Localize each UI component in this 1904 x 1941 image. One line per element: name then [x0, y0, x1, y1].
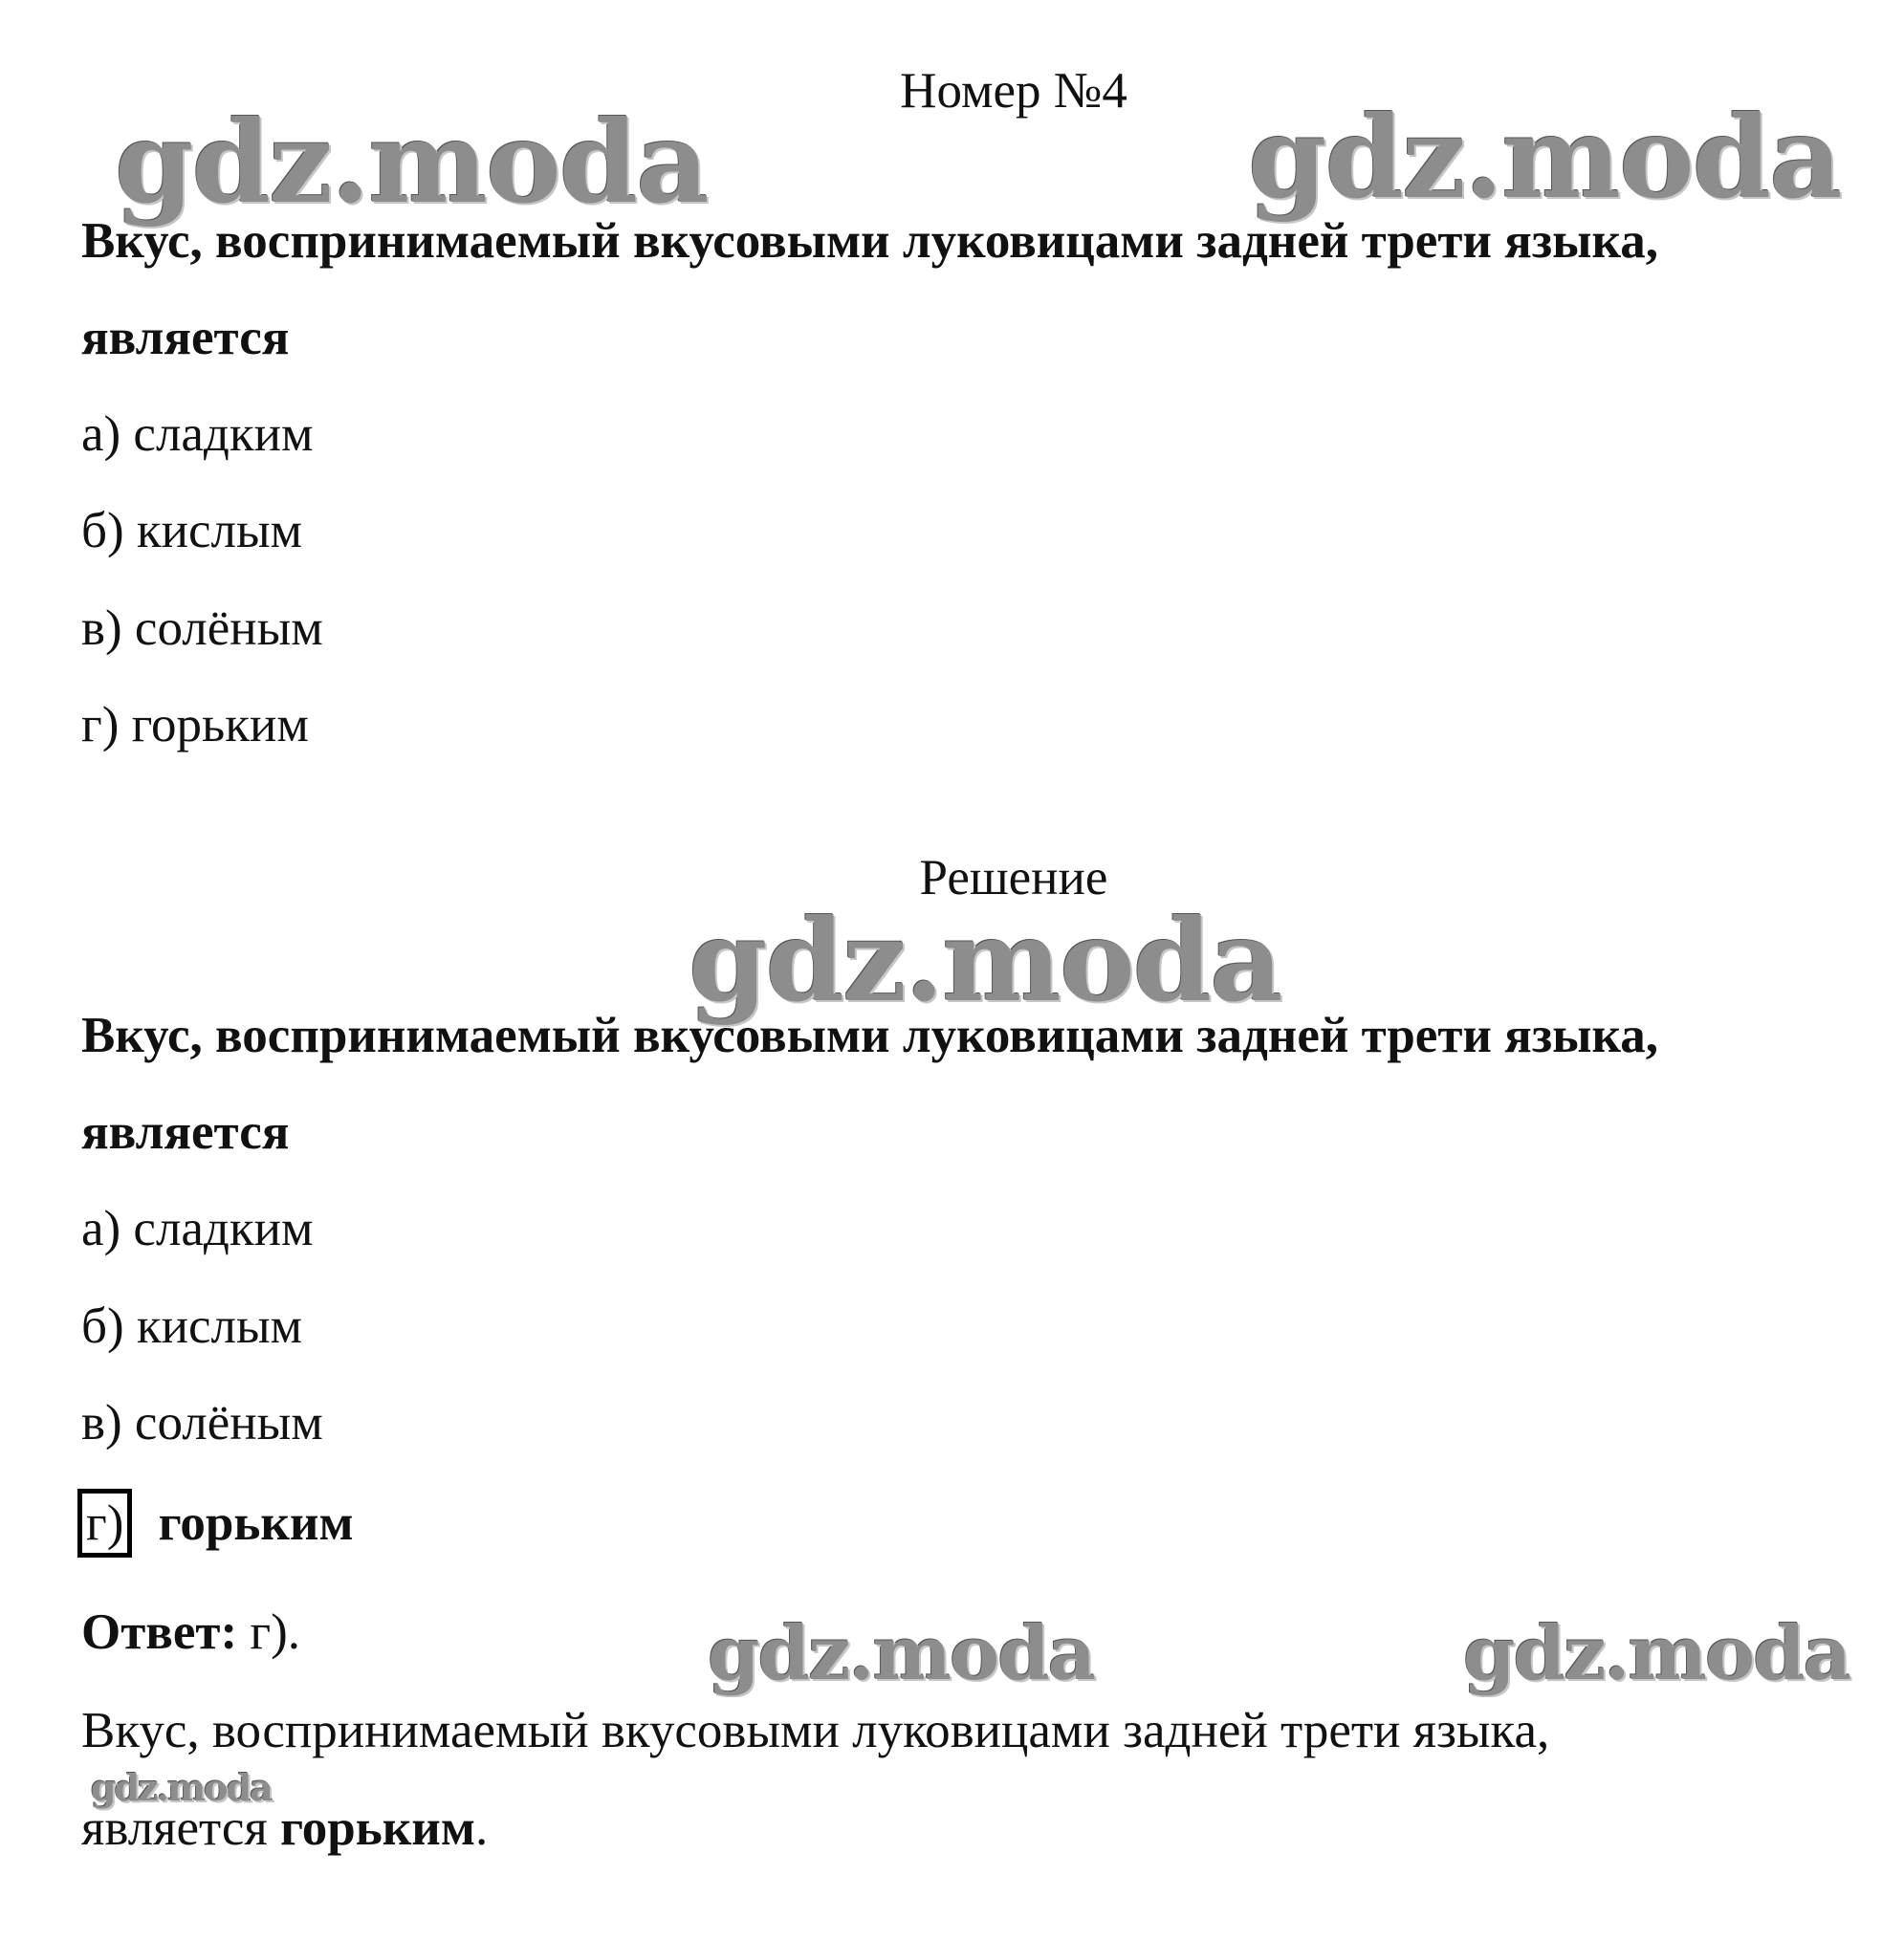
question-text-line1: Вкус, воспринимаемый вкусовыми луковицами задней трети языка, [81, 213, 1658, 269]
option-b: б) кислым [81, 503, 303, 558]
question-text-line2: является [81, 310, 290, 365]
watermark-logo: gdz.moda [708, 1610, 1095, 1697]
solution-question-line1: Вкус, воспринимаемый вкусовыми луковицами задней трети языка, [81, 1008, 1658, 1063]
option-c: в) солёным [81, 600, 323, 656]
explanation-suffix: . [474, 1800, 489, 1856]
watermark-logo: gdz.moda [689, 894, 1281, 1027]
solution-option-c: в) солёным [81, 1395, 323, 1450]
explanation-line2 [81, 1799, 488, 1857]
explanation-prefix: является [81, 1800, 281, 1856]
option-d: г) горьким [81, 697, 309, 752]
selected-answer-marker: г) [77, 1489, 132, 1558]
solution-option-d-selected [81, 1489, 354, 1558]
explanation-line1: Вкус, воспринимаемый вкусовыми луковицами задней трети языка, [81, 1703, 1550, 1758]
answer-label: Ответ: [81, 1604, 238, 1660]
watermark-logo: gdz.moda [115, 96, 708, 229]
solution-option-b: б) кислым [81, 1298, 303, 1354]
watermark-logo: gdz.moda [1248, 91, 1841, 224]
page-title: Номер №4 [900, 63, 1127, 119]
solution-option-a: а) сладким [81, 1201, 314, 1256]
explanation-bold-answer: горьким [280, 1800, 475, 1856]
watermark-logo: gdz.moda [91, 1766, 272, 1809]
answer-value: г). [250, 1604, 300, 1660]
option-a: а) сладким [81, 406, 314, 462]
selected-answer-text: горьким [158, 1495, 354, 1551]
solution-heading: Решение [919, 850, 1108, 905]
solution-question-line2: является [81, 1104, 290, 1160]
answer-line [81, 1603, 300, 1661]
watermark-logo: gdz.moda [1463, 1610, 1850, 1697]
